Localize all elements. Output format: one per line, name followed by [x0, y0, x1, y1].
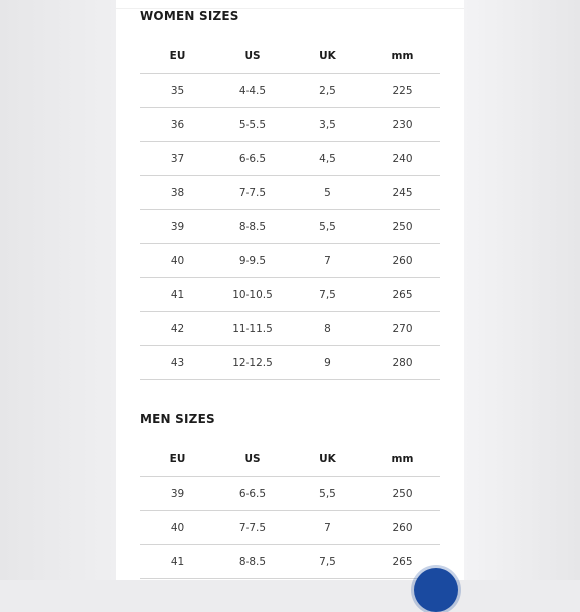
- cell-eu: 43: [140, 346, 215, 380]
- table-row: [140, 108, 440, 142]
- table-row: [140, 477, 440, 511]
- background-left: [0, 0, 116, 580]
- cell-uk: 7,5: [290, 278, 365, 312]
- cell-uk: 7: [290, 511, 365, 545]
- cell-uk: 2,5: [290, 74, 365, 108]
- cell-mm: 225: [365, 74, 440, 108]
- column-header-uk: UK: [290, 442, 365, 477]
- cell-mm: 260: [365, 511, 440, 545]
- column-header-us: US: [215, 39, 290, 74]
- cell-us: 7-7.5: [215, 511, 290, 545]
- cell-eu: 38: [140, 176, 215, 210]
- cell-us: 6-6.5: [215, 477, 290, 511]
- cell-mm: 280: [365, 346, 440, 380]
- cell-mm: 260: [365, 244, 440, 278]
- table-row: [140, 511, 440, 545]
- cell-mm: 245: [365, 176, 440, 210]
- column-header-eu: EU: [140, 39, 215, 74]
- table-row: [140, 74, 440, 108]
- table-row: [140, 244, 440, 278]
- cell-us: 10-10.5: [215, 278, 290, 312]
- cell-eu: 42: [140, 312, 215, 346]
- cell-uk: 5: [290, 176, 365, 210]
- men-sizes-title: MEN SIZES: [140, 412, 215, 426]
- cell-mm: 250: [365, 210, 440, 244]
- background-right: [464, 0, 580, 580]
- column-header-eu: EU: [140, 442, 215, 477]
- table-row: [140, 176, 440, 210]
- cell-uk: 4,5: [290, 142, 365, 176]
- cell-uk: 9: [290, 346, 365, 380]
- column-header-mm: mm: [365, 442, 440, 477]
- cell-eu: 40: [140, 244, 215, 278]
- column-header-uk: UK: [290, 39, 365, 74]
- cell-eu: 41: [140, 545, 215, 579]
- cell-us: 8-8.5: [215, 545, 290, 579]
- men-header-row: [140, 442, 440, 477]
- cell-mm: 230: [365, 108, 440, 142]
- cell-mm: 265: [365, 545, 440, 579]
- women-header-row: [140, 39, 440, 74]
- table-row: [140, 278, 440, 312]
- women-sizes-title: WOMEN SIZES: [140, 9, 239, 23]
- cell-eu: 39: [140, 210, 215, 244]
- cell-uk: 7,5: [290, 545, 365, 579]
- cell-eu: 35: [140, 74, 215, 108]
- cell-mm: 270: [365, 312, 440, 346]
- cell-us: 8-8.5: [215, 210, 290, 244]
- cell-mm: 240: [365, 142, 440, 176]
- cell-mm: 265: [365, 278, 440, 312]
- cell-us: 12-12.5: [215, 346, 290, 380]
- column-header-mm: mm: [365, 39, 440, 74]
- table-row: [140, 312, 440, 346]
- size-chart-sheet: [116, 0, 464, 580]
- cell-eu: 39: [140, 477, 215, 511]
- table-row: [140, 545, 440, 579]
- cell-eu: 36: [140, 108, 215, 142]
- cell-us: 5-5.5: [215, 108, 290, 142]
- column-header-us: US: [215, 442, 290, 477]
- table-row: [140, 210, 440, 244]
- cell-us: 7-7.5: [215, 176, 290, 210]
- cell-eu: 40: [140, 511, 215, 545]
- cell-uk: 5,5: [290, 477, 365, 511]
- cell-eu: 41: [140, 278, 215, 312]
- chat-button[interactable]: [414, 568, 458, 612]
- table-row: [140, 142, 440, 176]
- men-size-table: [140, 442, 440, 579]
- cell-uk: 3,5: [290, 108, 365, 142]
- cell-eu: 37: [140, 142, 215, 176]
- cell-us: 6-6.5: [215, 142, 290, 176]
- women-size-table: [140, 39, 440, 380]
- cell-uk: 8: [290, 312, 365, 346]
- cell-us: 9-9.5: [215, 244, 290, 278]
- table-row: [140, 346, 440, 380]
- cell-mm: 250: [365, 477, 440, 511]
- cell-us: 11-11.5: [215, 312, 290, 346]
- cell-uk: 5,5: [290, 210, 365, 244]
- cell-uk: 7: [290, 244, 365, 278]
- cell-us: 4-4.5: [215, 74, 290, 108]
